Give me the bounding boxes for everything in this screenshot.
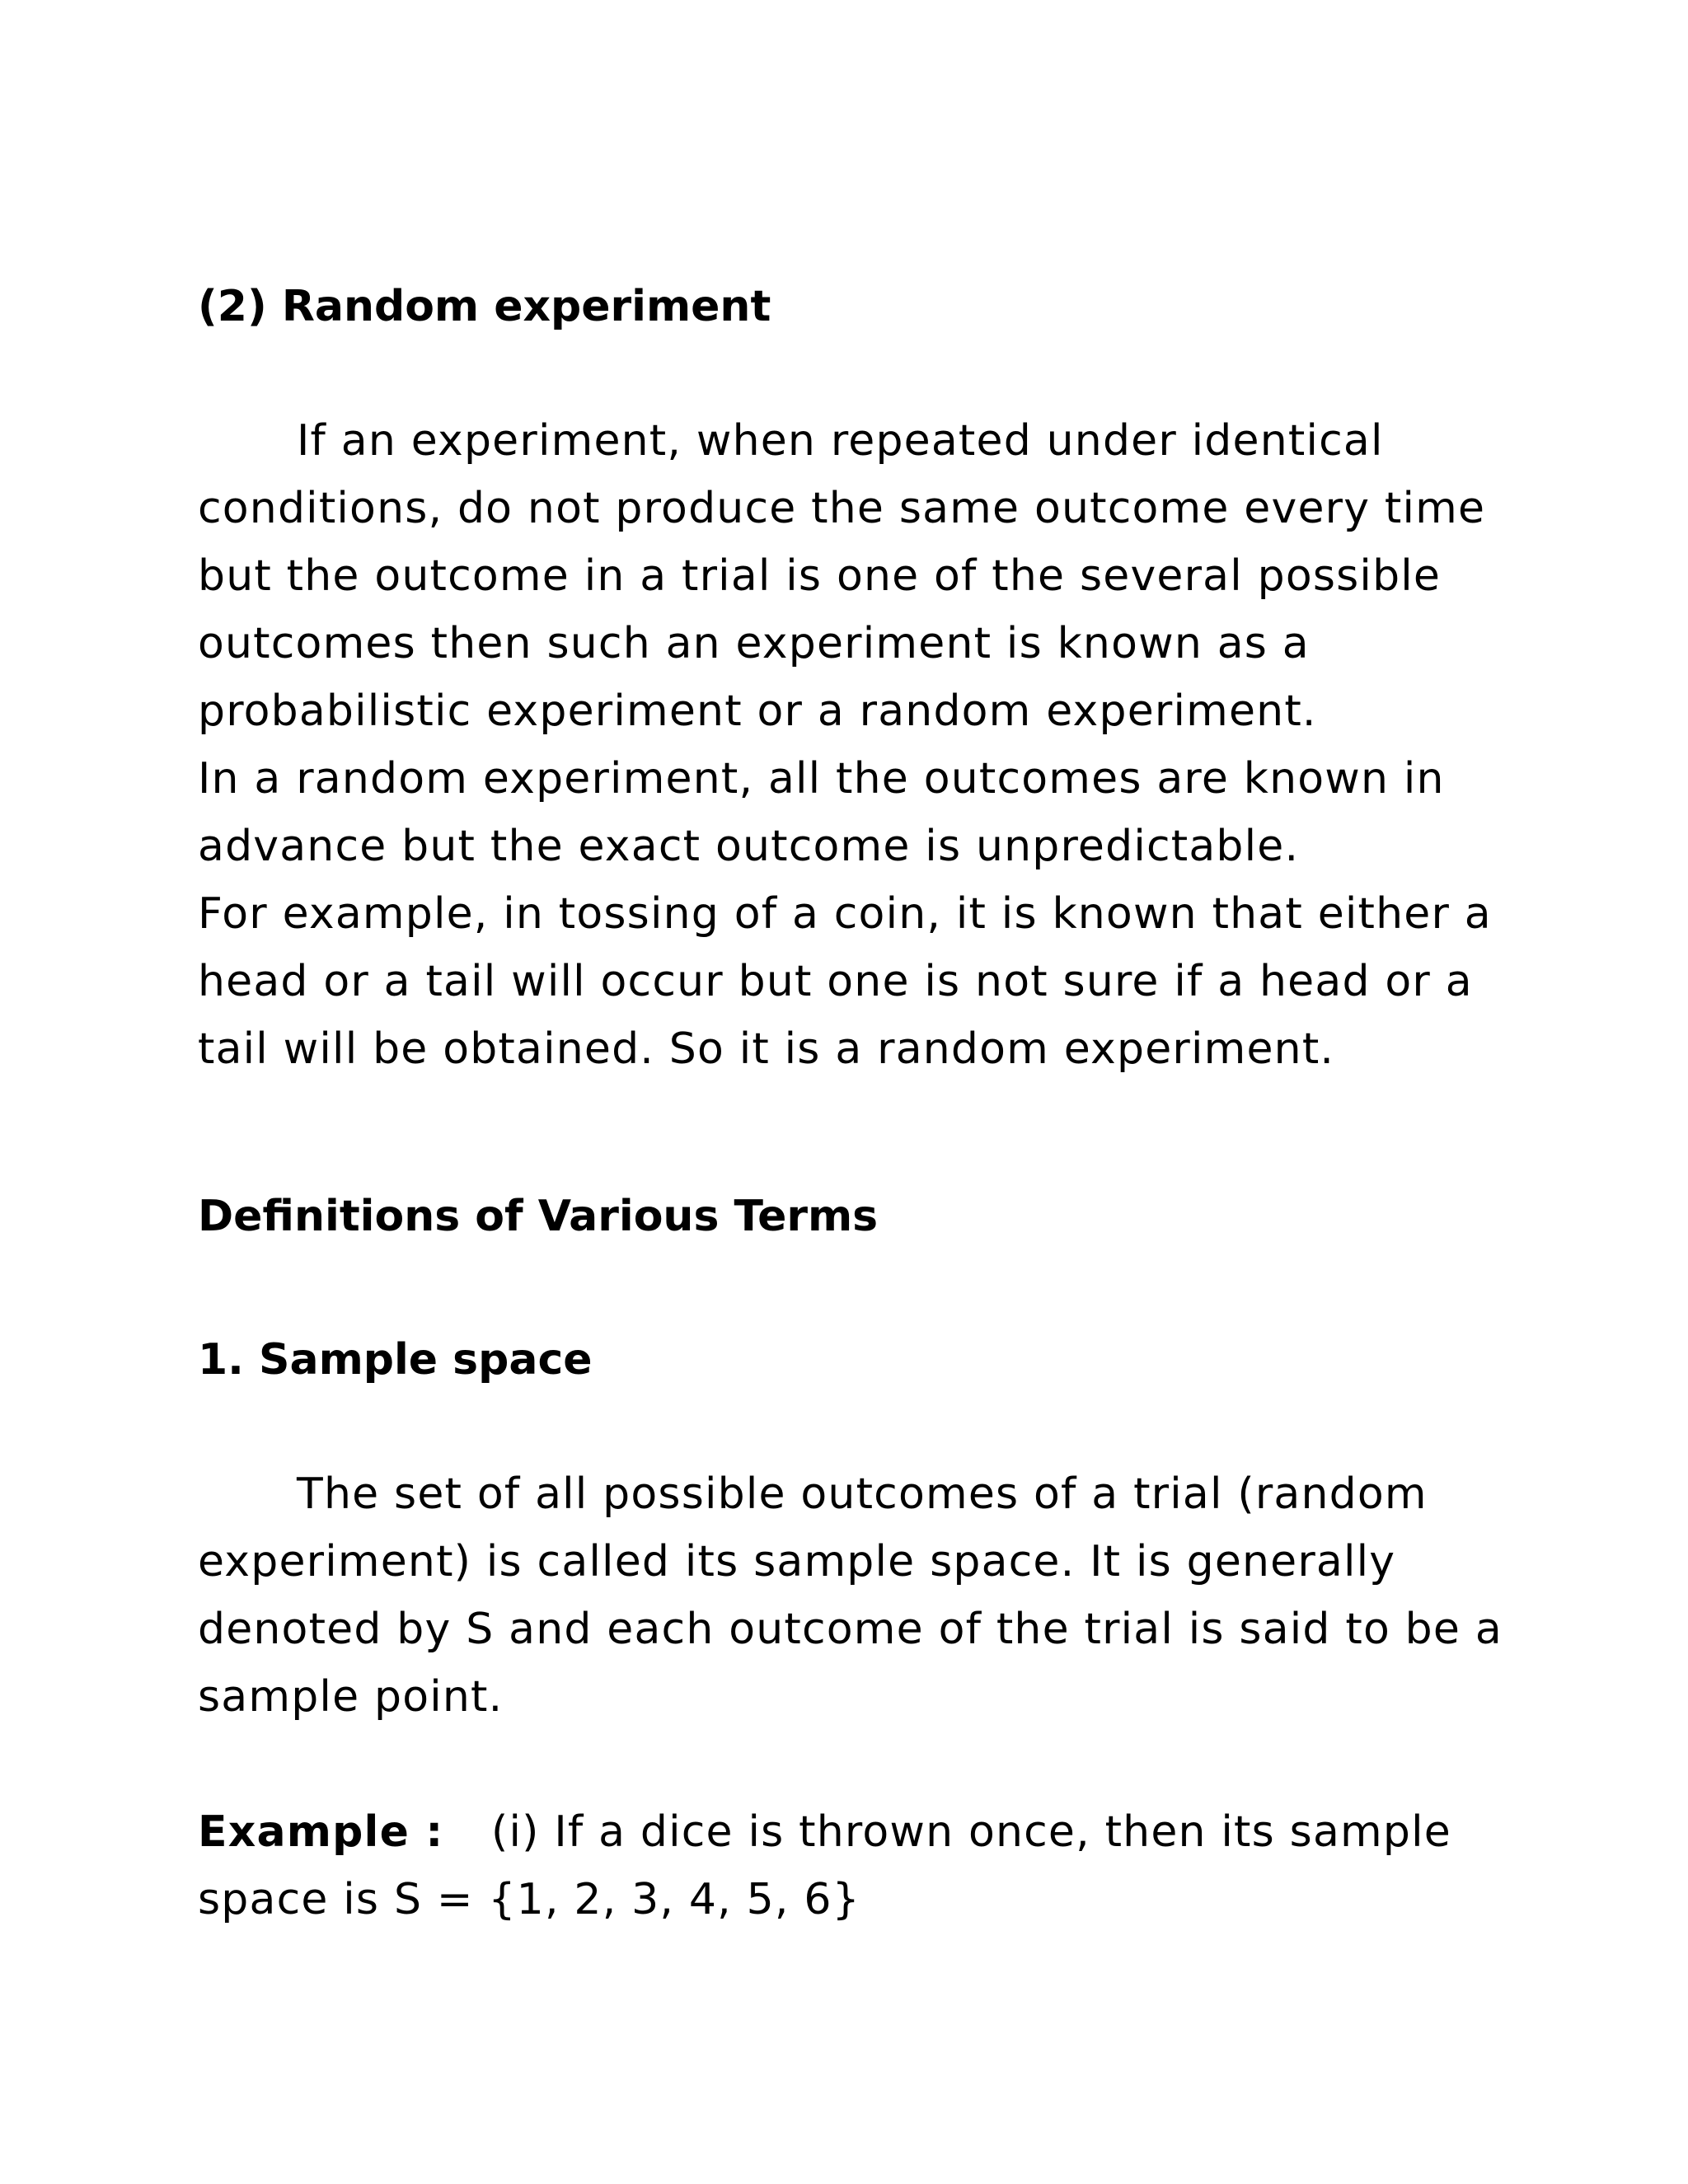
paragraph-line: advance but the exact outcome is unpredictable. xyxy=(198,822,1300,871)
paragraph-line: probabilistic experiment or a random experiment. xyxy=(198,687,1317,736)
example-line xyxy=(198,1798,1500,1866)
random-experiment-paragraph xyxy=(198,407,1500,1083)
example-text: (i) If a dice is thrown once, then its sample xyxy=(491,1807,1451,1857)
paragraph-line: sample point. xyxy=(198,1672,504,1722)
paragraph-line: If an experiment, when repeated under identical xyxy=(297,416,1384,466)
paragraph-line: experiment) is called its sample space. It is generally xyxy=(198,1537,1396,1586)
paragraph-line: For example, in tossing of a coin, it is known that either a xyxy=(198,889,1492,939)
example-line: space is S = {1, 2, 3, 4, 5, 6} xyxy=(198,1875,860,1924)
random-experiment-heading: (2) Random experiment xyxy=(198,282,771,331)
example-block xyxy=(198,1798,1500,1933)
paragraph-line: denoted by S and each outcome of the trial is said to be a xyxy=(198,1605,1503,1654)
sample-space-paragraph xyxy=(198,1460,1503,1731)
paragraph-line: tail will be obtained. So it is a random experiment. xyxy=(198,1024,1335,1074)
paragraph-line: head or a tail will occur but one is not sure if a head or a xyxy=(198,957,1473,1006)
definitions-heading: Definitions of Various Terms xyxy=(198,1192,879,1241)
paragraph-line: outcomes then such an experiment is known as a xyxy=(198,619,1310,668)
paragraph-line: but the outcome in a trial is one of the several possible xyxy=(198,551,1442,601)
paragraph-line: The set of all possible outcomes of a trial (random xyxy=(297,1469,1428,1519)
paragraph-line: In a random experiment, all the outcomes are known in xyxy=(198,754,1445,804)
paragraph-line: conditions, do not produce the same outcome every time xyxy=(198,484,1486,533)
example-label: Example : xyxy=(198,1807,444,1857)
sample-space-heading: 1. Sample space xyxy=(198,1335,593,1385)
